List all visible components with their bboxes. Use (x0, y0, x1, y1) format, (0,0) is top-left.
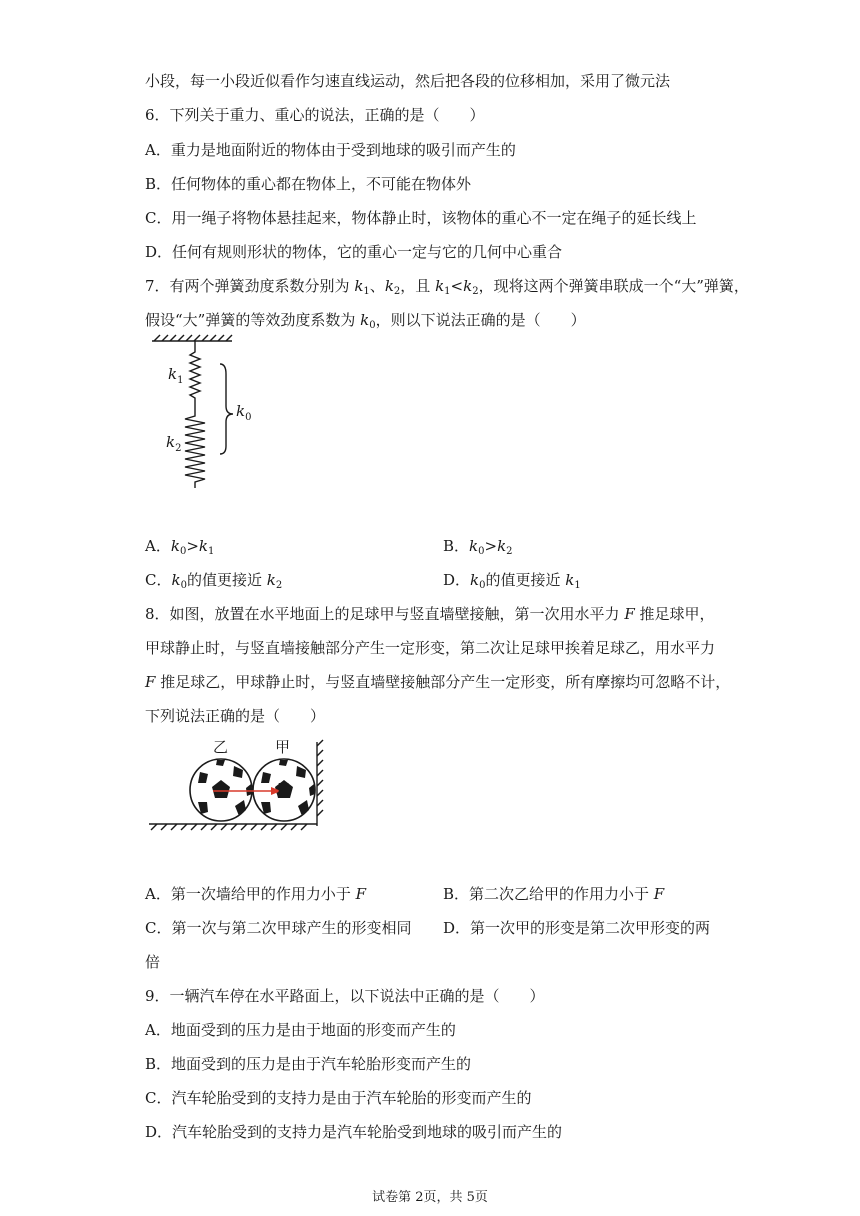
label-k1: $k_1$ (168, 365, 184, 386)
q8-stem-line4: 下列说法正确的是（ ） (145, 707, 326, 725)
spring-k2 (185, 410, 205, 488)
q8-option-b: B．第二次乙给甲的作用力小于 F (443, 885, 665, 903)
q6-option-a: A．重力是地面附近的物体由于受到地球的吸引而产生的 (145, 141, 516, 159)
page-footer: 试卷第 2页，共 5页 (372, 1190, 488, 1205)
label-jia: 甲 (275, 738, 291, 756)
q7-option-c: C．$k_0$的值更接近 $k_2$ (145, 571, 283, 591)
q6-option-d: D．任何有规则形状的物体，它的重心一定与它的几何中心重合 (145, 243, 563, 261)
q8-stem-line3: F 推足球乙，甲球静止时，与竖直墙壁接触部分产生一定形变，所有摩擦均可忽略不计， (145, 673, 731, 691)
q9-option-a: A．地面受到的压力是由于地面的形变而产生的 (145, 1021, 456, 1039)
brace (220, 364, 233, 454)
ceiling-hatch (154, 335, 232, 341)
q8-option-c: C．第一次与第二次甲球产生的形变相同 (145, 919, 412, 937)
football-diagram (145, 736, 325, 832)
ball-yi (190, 759, 252, 821)
label-force-F: F (277, 780, 288, 798)
q9-option-b: B．地面受到的压力是由于汽车轮胎形变而产生的 (145, 1055, 472, 1073)
q6-option-c: C．用一绳子将物体悬挂起来，物体静止时，该物体的重心不一定在绳子的延长线上 (145, 209, 697, 227)
q9-option-c: C．汽车轮胎受到的支持力是由于汽车轮胎的形变而产生的 (145, 1089, 532, 1107)
label-k2: $k_2$ (166, 433, 182, 454)
q7-option-b: B．$k_0>k_2$ (443, 537, 513, 557)
q8-stem-line1: 8．如图，放置在水平地面上的足球甲与竖直墙壁接触，第一次用水平力 F 推足球甲， (145, 605, 715, 623)
label-k0: $k_0$ (236, 402, 252, 423)
q7-option-a: A．$k_0>k_1$ (145, 537, 215, 557)
q8-stem-line2: 甲球静止时，与竖直墙接触部分产生一定形变，第二次让足球甲挨着足球乙，用水平力 (145, 639, 716, 657)
q8-option-a: A．第一次墙给甲的作用力小于 F (145, 885, 367, 903)
q7-option-d: D．$k_0$的值更接近 $k_1$ (443, 571, 581, 591)
wall-hatch (317, 740, 323, 816)
ground-hatch (151, 824, 307, 830)
intro-tail-line: 小段，每一小段近似看作匀速直线运动，然后把各段的位移相加，采用了微元法 (145, 72, 671, 90)
spring-diagram (140, 334, 270, 494)
q8-option-d-wrap: 倍 (145, 953, 161, 971)
q9-option-d: D．汽车轮胎受到的支持力是汽车轮胎受到地球的吸引而产生的 (145, 1123, 563, 1141)
q7-stem-line2: 假设“大”弹簧的等效劲度系数为 $k_0$，则以下说法正确的是（ ） (145, 311, 586, 331)
spring-k1 (190, 341, 200, 410)
q7-stem-line1: 7．有两个弹簧劲度系数分别为 $k_1$、$k_2$，且 $k_1<k_2$，现将这两个弹簧串联成一个“大”弹簧， (145, 277, 749, 297)
q8-option-d: D．第一次甲的形变是第二次甲形变的两 (443, 919, 711, 937)
q9-stem: 9．一辆汽车停在水平路面上，以下说法中正确的是（ ） (145, 987, 545, 1005)
q6-stem: 6．下列关于重力、重心的说法，正确的是（ ） (145, 106, 485, 124)
q6-option-b: B．任何物体的重心都在物体上，不可能在物体外 (145, 175, 472, 193)
label-yi: 乙 (213, 738, 229, 756)
